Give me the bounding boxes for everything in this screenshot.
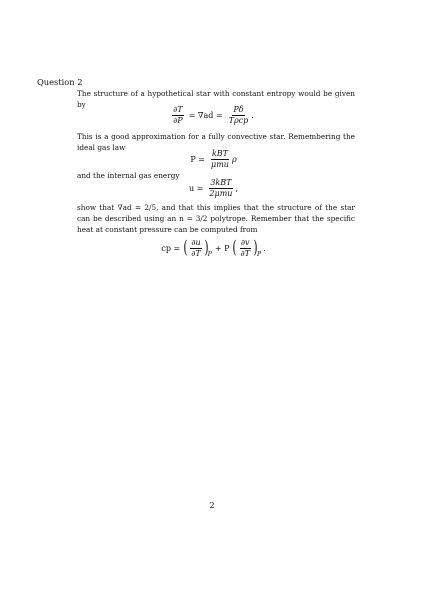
three-kbt-fraction [208, 179, 233, 198]
fraction-denominator: μmu [211, 159, 229, 169]
dT-dP-fraction [172, 106, 184, 125]
fraction-denominator: ∂T [240, 248, 250, 258]
equation-lhs: u = [189, 183, 204, 193]
equation-comma: , [235, 183, 238, 193]
plus-p-term: + P [214, 243, 230, 253]
kbt-fraction [210, 150, 230, 169]
show-that-paragraph: show that ∇ad = 2/5, and that this implies that the structure of the star can be described using an n = 3/2 polytrope. Remember that the specific heat at constant pressure can be computed from [77, 203, 355, 234]
intro-paragraph: The structure of a hypothetical star with constant entropy would be given by [77, 89, 355, 109]
equation-period: . [263, 243, 266, 253]
left-parenthesis: ( [232, 237, 238, 258]
equation-lhs: cp = [161, 243, 181, 253]
equation-period: . [251, 110, 254, 120]
fraction-denominator: Tρcp [228, 115, 249, 125]
convective-paragraph: This is a good approximation for a fully convective star. Remembering the ideal gas law [77, 132, 355, 152]
left-parenthesis: ( [183, 237, 188, 258]
specific-heat-equation [0, 233, 424, 263]
nabla-ad-term: = ∇ad = [188, 110, 223, 120]
equation-lhs: P = [190, 154, 205, 164]
fraction-denominator: 2μmu [209, 188, 233, 198]
constant-pressure-subscript: P [257, 250, 262, 258]
adiabatic-gradient-equation [0, 104, 424, 126]
constant-pressure-subscript: P [207, 250, 212, 258]
ideal-gas-equation [0, 148, 424, 170]
du-dT-fraction [190, 239, 201, 258]
fraction-numerator: kBT [211, 148, 228, 158]
fraction-numerator: ∂T [173, 104, 183, 114]
fraction-numerator: 3kBT [210, 177, 232, 187]
p-delta-fraction [228, 106, 250, 125]
dv-dT-fraction [240, 239, 251, 258]
page-number: 2 [209, 500, 215, 510]
right-parenthesis: ) [253, 237, 258, 258]
density-symbol: ρ [231, 154, 237, 164]
internal-energy-equation [0, 177, 424, 199]
energy-intro-paragraph: and the internal gas energy [77, 171, 180, 180]
fraction-numerator: ∂u [191, 237, 201, 247]
fraction-denominator: ∂T [191, 248, 201, 258]
fraction-numerator: Pδ [233, 104, 244, 114]
question-heading: Question 2 [37, 77, 83, 87]
fraction-numerator: ∂v [240, 237, 250, 247]
right-parenthesis: ) [204, 237, 209, 258]
fraction-denominator: ∂P [173, 115, 183, 125]
